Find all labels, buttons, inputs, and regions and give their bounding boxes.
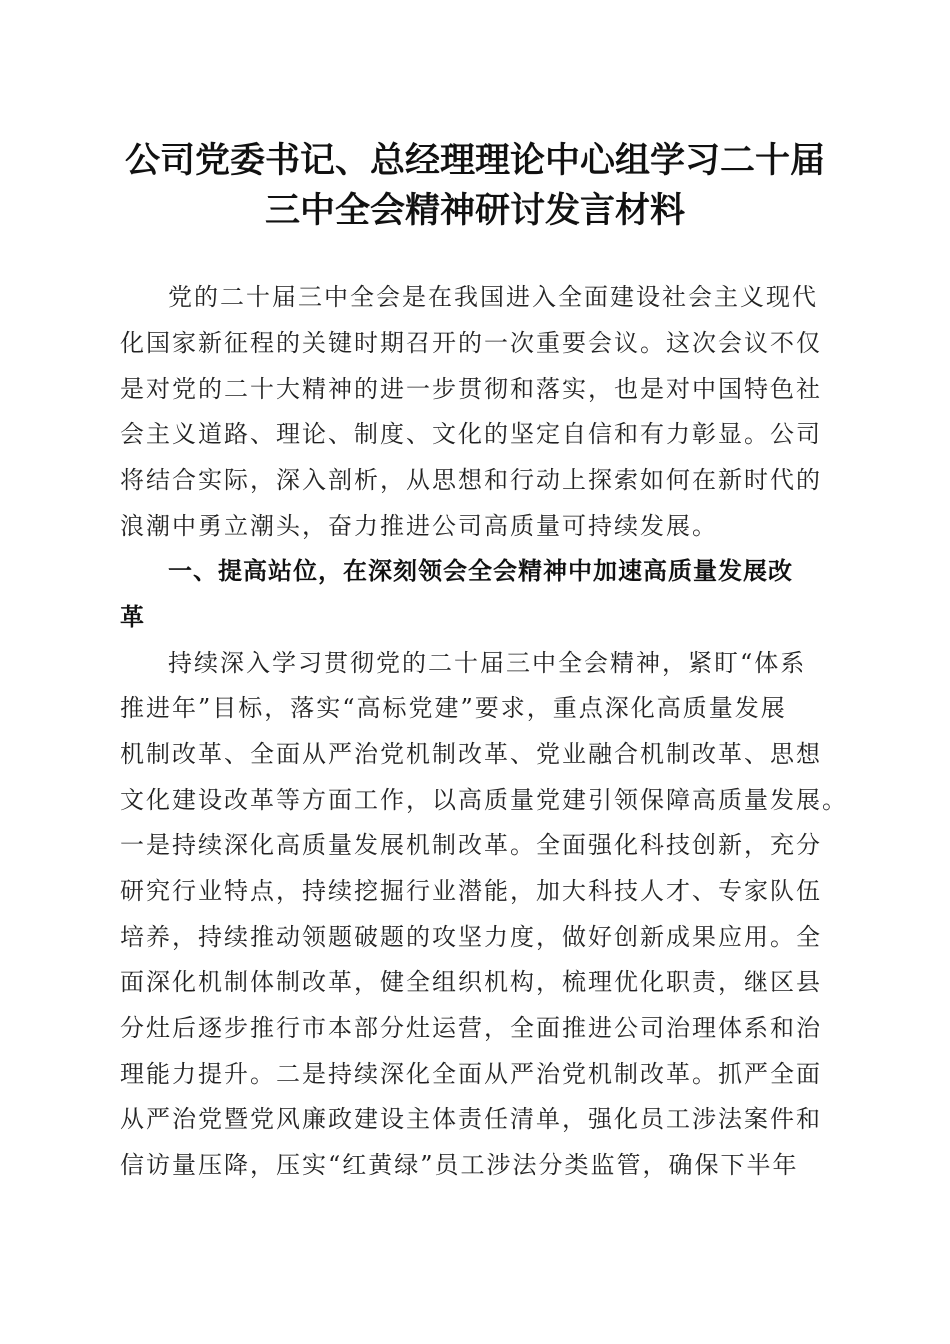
paragraph-2-line-7: 培养，持续推动领题破题的攻坚力度，做好创新成果应用。全 — [120, 923, 822, 951]
paragraph-2-line-12: 信访量压降，压实“红黄绿”员工涉法分类监管，确保下半年 — [120, 1151, 799, 1179]
paragraph-1-line-5: 将结合实际，深入剖析，从思想和行动上探索如何在新时代的 — [120, 466, 822, 494]
section-heading-1-line-1: 一、提高站位，在深刻领会全会精神中加速高质量发展改 — [168, 557, 793, 585]
paragraph-1-line-6: 浪潮中勇立潮头，奋力推进公司高质量可持续发展。 — [120, 512, 718, 540]
paragraph-2-line-3: 机制改革、全面从严治党机制改革、党业融合机制改革、思想 — [120, 740, 822, 768]
paragraph-2-line-11: 从严治党暨党风廉政建设主体责任清单，强化员工涉法案件和 — [120, 1105, 822, 1133]
paragraph-2-line-2: 推进年”目标，落实“高标党建”要求，重点深化高质量发展 — [120, 694, 787, 722]
paragraph-2-line-9: 分灶后逐步推行市本部分灶运营，全面推进公司治理体系和治 — [120, 1014, 822, 1042]
paragraph-1-line-3: 是对党的二十大精神的进一步贯彻和落实，也是对中国特色社 — [120, 375, 822, 403]
paragraph-2-line-1: 持续深入学习贯彻党的二十届三中全会精神，紧盯“体系 — [168, 649, 807, 677]
paragraph-2-line-10: 理能力提升。二是持续深化全面从严治党机制改革。抓严全面 — [120, 1060, 822, 1088]
paragraph-1-line-4: 会主义道路、理论、制度、文化的坚定自信和有力彰显。公司 — [120, 420, 822, 448]
title-line-1: 公司党委书记、总经理理论中心组学习二十届 — [124, 140, 825, 181]
paragraph-2-line-5: 一是持续深化高质量发展机制改革。全面强化科技创新，充分 — [120, 831, 822, 859]
paragraph-1-line-2: 化国家新征程的关键时期召开的一次重要会议。这次会议不仅 — [120, 329, 822, 357]
paragraph-2-line-6: 研究行业特点，持续挖掘行业潜能，加大科技人才、专家队伍 — [120, 877, 822, 905]
paragraph-2-line-4: 文化建设改革等方面工作，以高质量党建引领保障高质量发展。 — [120, 786, 848, 814]
document-title — [100, 136, 850, 236]
paragraph-1-line-1: 党的二十届三中全会是在我国进入全面建设社会主义现代 — [168, 283, 818, 311]
paragraph-2-line-8: 面深化机制体制改革，健全组织机构，梳理优化职责，继区县 — [120, 968, 822, 996]
section-heading-1-line-2: 革 — [120, 603, 145, 631]
title-line-2: 三中全会精神研讨发言材料 — [264, 190, 685, 231]
